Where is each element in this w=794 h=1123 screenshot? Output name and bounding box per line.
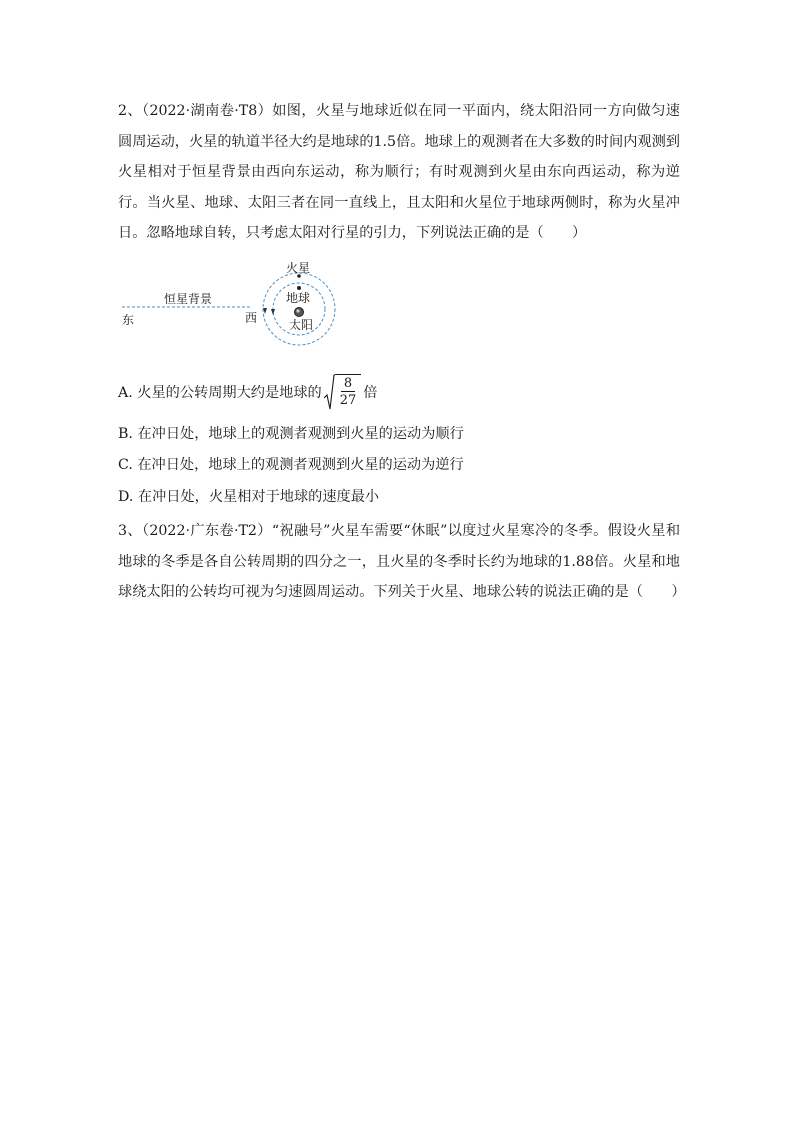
earth-label: 地球 xyxy=(286,291,311,305)
option-b: B. 在冲日处，地球上的观测者观测到火星的运动为顺行 xyxy=(118,426,464,442)
option-a-suffix: 倍 xyxy=(363,385,378,401)
question-2-text xyxy=(118,96,680,249)
question-2-source: （2022·湖南卷·T8） xyxy=(142,103,273,119)
question-3-stem: “祝融号”火星车需要“休眠”以度过火星寒冷的冬季。假设火星和地球的冬季是各自公转周期的四分之一，且火星的冬季时长约为地球的1.88倍。火星和地球绕太阳的公转均可视为匀速圆周运动。下列关于火星、地球公转的说法正确的是（ ） xyxy=(118,523,686,601)
question-3-text xyxy=(118,516,686,608)
sun-label: 太阳 xyxy=(289,318,314,332)
question-3-source: （2022·广东卷·T2） xyxy=(141,523,272,539)
question-2-number: 2、 xyxy=(118,103,142,119)
background-label: 恒星背景 xyxy=(164,292,213,306)
west-label: 西 xyxy=(245,311,258,325)
fraction-numerator: 8 xyxy=(341,375,355,392)
mars-label: 火星 xyxy=(286,261,311,275)
radical-sign-icon xyxy=(324,374,335,412)
east-label: 东 xyxy=(122,313,135,327)
option-d: D. 在冲日处，火星相对于地球的速度最小 xyxy=(118,489,380,505)
question-2-stem: 如图，火星与地球近似在同一平面内，绕太阳沿同一方向做匀速圆周运动，火星的轨道半径大约是地球的1.5倍。地球上的观测者在大多数的时间内观测到火星相对于恒星背景由西向东运动，称为顺行；有时观测到火星由东向西运动，称为逆行。当火星、地球、太阳三者在同一直线上，且太阳和火星位于地球两侧时，称为火星冲日。忽略地球自转，只考虑太阳对行星的引力，下列说法正确的是（ ） xyxy=(118,103,680,242)
sqrt-expression xyxy=(324,374,362,412)
fraction-denominator: 27 xyxy=(339,393,357,408)
option-a xyxy=(118,376,377,410)
earth-icon xyxy=(297,286,301,290)
mars-orbit-arrow xyxy=(263,308,267,314)
earth-orbit-arrow xyxy=(271,309,275,315)
option-a-prefix: A. 火星的公转周期大约是地球的 xyxy=(118,385,322,401)
orbit-diagram xyxy=(118,256,348,352)
option-c: C. 在冲日处，地球上的观测者观测到火星的运动为逆行 xyxy=(118,457,464,473)
question-3-number: 3、 xyxy=(118,523,142,539)
fraction xyxy=(335,374,362,412)
